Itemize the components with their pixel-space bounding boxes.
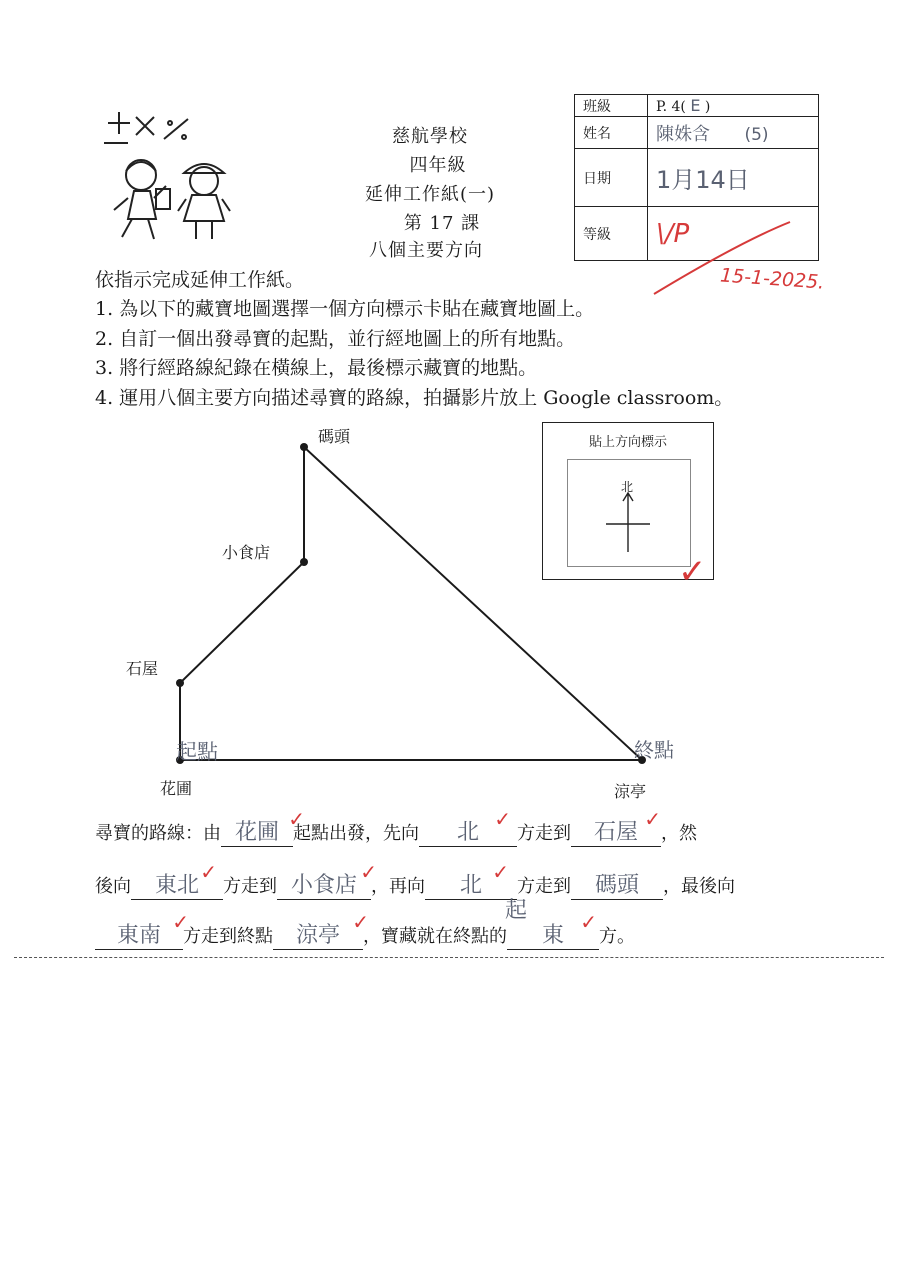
- handwritten-end: 終點: [634, 738, 674, 762]
- answer-tick: ✓: [492, 860, 509, 884]
- label-shop: 小食店: [222, 543, 271, 562]
- class-label: 班級: [575, 95, 648, 117]
- route-text: 方走到: [223, 876, 277, 897]
- school-name: 慈航學校: [392, 126, 468, 147]
- answer-text: 東: [541, 923, 564, 948]
- route-text: ，再向: [371, 876, 425, 897]
- answer-direction-1[interactable]: [419, 807, 517, 847]
- answer-text: 涼亭: [295, 923, 340, 948]
- answer-tick: ✓: [580, 910, 597, 934]
- north-label: 北: [621, 480, 634, 494]
- instruction-intro: 依指示完成延伸工作紙。: [95, 269, 305, 291]
- answer-tick: ✓: [200, 860, 217, 884]
- grade-label: 等級: [575, 207, 648, 261]
- route-text: 方走到終點: [183, 926, 273, 947]
- cut-line: [14, 957, 884, 958]
- answer-tick: ✓: [172, 910, 189, 934]
- route-text: 後向: [95, 876, 131, 897]
- north-arrow-icon: [598, 490, 658, 554]
- point-stone-house: [176, 679, 184, 687]
- answer-tick: ✓: [288, 807, 305, 831]
- teacher-grade-mark: \/P: [656, 218, 690, 249]
- answer-end-place[interactable]: [273, 910, 369, 950]
- answer-treasure-direction[interactable]: [507, 910, 599, 950]
- answer-start-place[interactable]: [221, 807, 305, 847]
- answer-text: 小食店: [290, 873, 357, 898]
- label-pier: 碼頭: [318, 427, 351, 446]
- answer-text: 北: [459, 873, 482, 898]
- route-text: 起點出發，先向: [293, 823, 419, 844]
- answer-tick: ✓: [644, 807, 661, 831]
- direction-card-title: 貼上方向標示: [588, 435, 667, 450]
- answer-direction-3[interactable]: [425, 860, 517, 900]
- route-line-1: [95, 807, 697, 847]
- handwritten-start: 起點: [176, 740, 218, 764]
- instruction-2: 2. 自訂一個出發尋寶的起點，並行經地圖上的所有地點。: [95, 328, 576, 350]
- route-line-3: [95, 910, 635, 950]
- pasted-compass-card: [567, 459, 691, 567]
- route-text: 方走到: [517, 823, 571, 844]
- name-handwritten: 陳姝含: [656, 123, 710, 145]
- route-text: 方。: [599, 926, 635, 947]
- instruction-1: 1. 為以下的藏寶地圖選擇一個方向標示卡貼在藏寶地圖上。: [95, 298, 595, 320]
- grade-level: 四年級: [409, 155, 467, 176]
- answer-text: 北: [456, 820, 479, 845]
- answer-text: 東南: [116, 923, 161, 948]
- worksheet-title: 延伸工作紙(一): [364, 184, 496, 205]
- point-pier: [300, 443, 308, 451]
- answer-text: 花圃: [234, 820, 279, 845]
- route-line-2: [95, 860, 735, 900]
- route-text: ，然: [661, 823, 697, 844]
- answer-direction-4[interactable]: [95, 910, 189, 950]
- answer-place-3[interactable]: [571, 873, 663, 900]
- correction-mark: 起: [505, 898, 528, 923]
- teacher-check-date: 15-1-2025.: [719, 264, 826, 294]
- point-shop: [300, 558, 308, 566]
- label-stone-house: 石屋: [126, 659, 159, 678]
- answer-tick: ✓: [352, 910, 369, 934]
- class-prefix: P. 4(: [656, 99, 686, 115]
- label-garden: 花圃: [160, 779, 193, 798]
- date-label: 日期: [575, 149, 648, 207]
- route-text: ，最後向: [663, 876, 735, 897]
- route-text: ，寶藏就在終點的: [363, 926, 507, 947]
- name-label: 姓名: [575, 117, 648, 149]
- card-tick: ✓: [678, 552, 707, 592]
- route-text: 方走到: [517, 876, 571, 897]
- answer-text: 石屋: [593, 820, 638, 845]
- answer-tick: ✓: [360, 860, 377, 884]
- class-handwritten: E: [690, 96, 701, 115]
- lesson-number: 第 17 課: [403, 213, 481, 234]
- class-number-handwritten: (5): [744, 124, 769, 145]
- instruction-4: 4. 運用八個主要方向描述尋寶的路線，拍攝影片放上 Google classroom。: [95, 387, 734, 409]
- answer-place-2[interactable]: [277, 860, 377, 900]
- date-handwritten: 1月14日: [656, 166, 750, 194]
- instruction-3: 3. 將行經路線紀錄在橫線上，最後標示藏寶的地點。: [95, 357, 538, 379]
- label-pavilion: 涼亭: [614, 782, 647, 801]
- answer-tick: ✓: [494, 807, 511, 831]
- topic-title: 八個主要方向: [369, 240, 483, 261]
- route-text: 尋寶的路線：由: [95, 823, 221, 844]
- answer-text: 碼頭: [594, 873, 639, 898]
- class-close-paren: ): [704, 99, 711, 115]
- answer-direction-2[interactable]: [131, 860, 223, 900]
- answer-text: 東北: [154, 873, 199, 898]
- answer-place-1[interactable]: [571, 807, 661, 847]
